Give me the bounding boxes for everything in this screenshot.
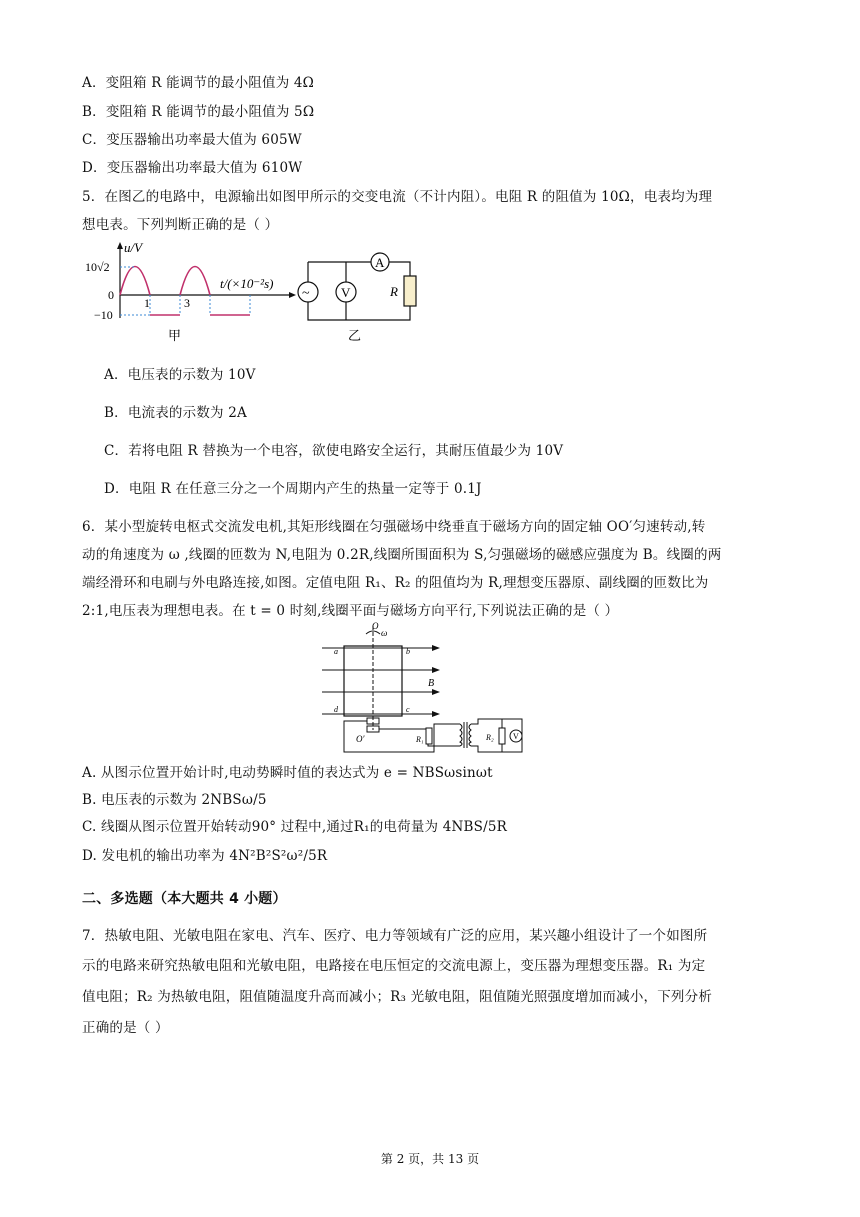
yi-caption: 乙 xyxy=(348,328,362,343)
jia-tick-1: 1 xyxy=(144,296,150,310)
source-label: ~ xyxy=(302,286,310,301)
label-c: c xyxy=(406,705,410,714)
jia-y-top-label: 10√2 xyxy=(85,260,110,274)
jia-y-axis-label: u/V xyxy=(124,240,143,255)
q5-figure-jia xyxy=(82,238,302,346)
jia-y-zero-label: 0 xyxy=(108,288,114,302)
q5-option-d: D．电阻 R 在任意三分之一个周期内产生的热量一定等于 0.1J xyxy=(104,481,482,497)
q5-option-b: B．电流表的示数为 2A xyxy=(104,405,247,421)
q7-stem-line-4: 正确的是（ ） xyxy=(82,1020,169,1036)
q5-option-c: C．若将电阻 R 替换为一个电容，欲使电路安全运行，其耐压值最少为 10V xyxy=(104,443,564,459)
label-o: O xyxy=(372,621,379,631)
jia-caption: 甲 xyxy=(168,328,182,343)
label-r1: R₁ xyxy=(416,735,424,744)
label-a: a xyxy=(334,647,338,656)
section-heading-multiple-choice: 二、多选题（本大题共 4 小题） xyxy=(82,891,287,907)
q7-stem-line-2: 示的电路来研究热敏电阻和光敏电阻，电路接在电压恒定的交流电源上，变压器为理想变压器。R₁ 为定 xyxy=(82,958,706,974)
voltmeter-label: V xyxy=(341,285,351,300)
q4-option-c: C．变压器输出功率最大值为 605W xyxy=(82,132,302,148)
q6-stem-line-3: 端经滑环和电刷与外电路连接,如图。定值电阻 R₁、R₂ 的阻值均为 R,理想变压器原、副线圈的匝数比为 xyxy=(82,575,709,591)
q6-option-b: B. 电压表的示数为 2NBSω/5 xyxy=(82,792,267,808)
label-r2: R₂ xyxy=(486,733,494,742)
label-o-prime: O′ xyxy=(356,734,365,744)
q6-generator-figure xyxy=(318,620,524,762)
q4-option-b: B．变阻箱 R 能调节的最小阻值为 5Ω xyxy=(82,104,315,120)
q6-stem-line-2: 动的角速度为 ω ,线圈的匝数为 N,电阻为 0.2R,线圈所围面积为 S,匀强磁场的磁感应强度为 B。线圈的两 xyxy=(82,547,722,563)
label-b-field: B xyxy=(428,678,435,689)
jia-y-bottom-label: −10 xyxy=(94,308,113,322)
jia-x-axis-label: t/(×10⁻²s) xyxy=(220,276,274,291)
q6-option-a: A. 从图示位置开始计时,电动势瞬时值的表达式为 e = NBSωsinωt xyxy=(82,765,493,781)
q5-figure-yi xyxy=(288,242,428,346)
q5-stem-line-2: 想电表。下列判断正确的是（ ） xyxy=(82,217,279,233)
label-v: V xyxy=(513,732,519,741)
resistor-label: R xyxy=(390,284,398,299)
label-d: d xyxy=(334,705,338,714)
q4-option-d: D．变压器输出功率最大值为 610W xyxy=(82,160,303,176)
q5-stem-line-1: 5．在图乙的电路中，电源输出如图甲所示的交变电流（不计内阻）。电阻 R 的阻值为 10Ω，电表均为理 xyxy=(82,189,713,205)
q5-option-a: A．电压表的示数为 10V xyxy=(104,367,256,383)
q6-stem-line-1: 6．某小型旋转电枢式交流发电机,其矩形线圈在匀强磁场中绕垂直于磁场方向的固定轴 OO′匀速转动,转 xyxy=(82,519,706,535)
q6-option-c: C. 线圈从图示位置开始转动90° 过程中,通过R₁的电荷量为 4NBS/5R xyxy=(82,819,507,835)
q6-stem-line-4: 2:1,电压表为理想电表。在 t = 0 时刻,线圈平面与磁场方向平行,下列说法正确的是（ ） xyxy=(82,603,619,619)
label-omega: ω xyxy=(381,628,388,638)
q6-option-d: D. 发电机的输出功率为 4N²B²S²ω²/5R xyxy=(82,848,328,864)
jia-tick-3: 3 xyxy=(184,296,190,310)
q7-stem-line-3: 值电阻；R₂ 为热敏电阻，阻值随温度升高而减小；R₃ 光敏电阻，阻值随光照强度增加而减小，下列分析 xyxy=(82,989,713,1005)
q4-option-a: A．变阻箱 R 能调节的最小阻值为 4Ω xyxy=(82,75,315,91)
label-b: b xyxy=(406,647,410,656)
ammeter-label: A xyxy=(375,255,385,270)
q7-stem-line-1: 7．热敏电阻、光敏电阻在家电、汽车、医疗、电力等领域有广泛的应用，某兴趣小组设计了一个如图所 xyxy=(82,928,708,944)
page-footer: 第 2 页，共 13 页 xyxy=(380,1152,480,1166)
